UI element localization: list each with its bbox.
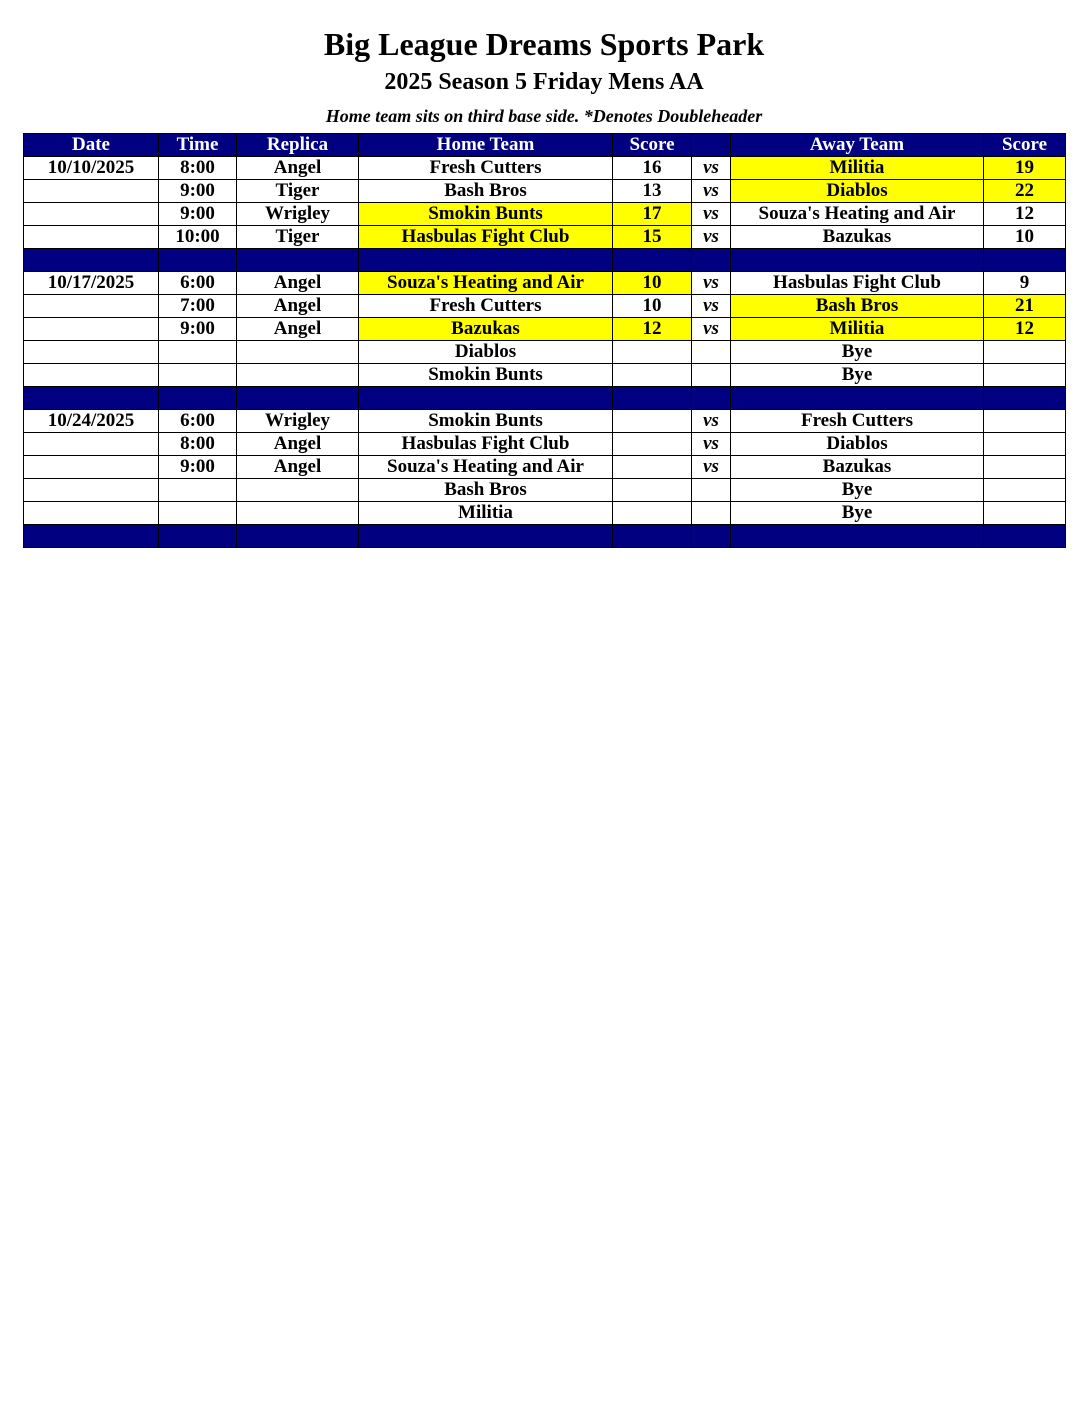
home-score-cell: 13: [613, 180, 692, 203]
replica-cell: [237, 364, 359, 387]
vs-cell: vs: [692, 226, 731, 249]
replica-cell: [237, 502, 359, 525]
home-score-cell: [613, 479, 692, 502]
replica-cell: Angel: [237, 272, 359, 295]
away-score-cell: 10: [984, 226, 1066, 249]
vs-cell: vs: [692, 295, 731, 318]
separator-cell: [359, 387, 613, 410]
away-team-cell: Hasbulas Fight Club: [731, 272, 984, 295]
away-score-cell: 19: [984, 157, 1066, 180]
replica-cell: [237, 341, 359, 364]
date-cell: [24, 364, 159, 387]
vs-cell: [692, 341, 731, 364]
separator-cell: [613, 525, 692, 548]
vs-cell: [692, 479, 731, 502]
home-team-cell: Bash Bros: [359, 479, 613, 502]
separator-cell: [24, 387, 159, 410]
time-cell: 7:00: [159, 295, 237, 318]
separator-cell: [731, 387, 984, 410]
date-cell: 10/10/2025: [24, 157, 159, 180]
game-row: [24, 203, 1066, 226]
time-cell: [159, 479, 237, 502]
game-row: [24, 295, 1066, 318]
date-cell: [24, 341, 159, 364]
page-subtitle: 2025 Season 5 Friday Mens AA: [384, 69, 704, 95]
vs-cell: vs: [692, 456, 731, 479]
home-score-cell: [613, 364, 692, 387]
separator-cell: [984, 387, 1066, 410]
away-team-cell: Souza's Heating and Air: [731, 203, 984, 226]
replica-cell: Angel: [237, 157, 359, 180]
week-separator-row: [24, 249, 1066, 272]
column-header-away-score: Score: [984, 134, 1066, 157]
separator-cell: [359, 525, 613, 548]
vs-cell: vs: [692, 180, 731, 203]
replica-cell: Tiger: [237, 226, 359, 249]
separator-cell: [159, 387, 237, 410]
separator-cell: [692, 249, 731, 272]
away-score-cell: [984, 341, 1066, 364]
column-header-home-team: Home Team: [359, 134, 613, 157]
vs-cell: [692, 502, 731, 525]
page-title: Big League Dreams Sports Park: [323, 26, 765, 62]
home-team-cell: Bash Bros: [359, 180, 613, 203]
separator-cell: [359, 249, 613, 272]
time-cell: 8:00: [159, 157, 237, 180]
away-team-cell: Bazukas: [731, 456, 984, 479]
separator-cell: [731, 249, 984, 272]
vs-cell: vs: [692, 318, 731, 341]
vs-cell: vs: [692, 272, 731, 295]
game-row: [24, 364, 1066, 387]
home-team-cell: Hasbulas Fight Club: [359, 226, 613, 249]
away-score-cell: [984, 502, 1066, 525]
away-score-cell: [984, 479, 1066, 502]
home-score-cell: [613, 410, 692, 433]
away-team-cell: Fresh Cutters: [731, 410, 984, 433]
date-cell: [24, 479, 159, 502]
home-score-cell: 12: [613, 318, 692, 341]
time-cell: 9:00: [159, 180, 237, 203]
away-team-cell: Diablos: [731, 180, 984, 203]
home-team-cell: Smokin Bunts: [359, 364, 613, 387]
column-header-date: Date: [24, 134, 159, 157]
separator-cell: [237, 249, 359, 272]
home-team-cell: Fresh Cutters: [359, 157, 613, 180]
home-score-cell: [613, 456, 692, 479]
game-row: [24, 318, 1066, 341]
column-header-home-score: Score: [613, 134, 692, 157]
away-score-cell: 21: [984, 295, 1066, 318]
date-cell: [24, 295, 159, 318]
date-cell: 10/24/2025: [24, 410, 159, 433]
away-score-cell: 22: [984, 180, 1066, 203]
game-row: [24, 433, 1066, 456]
time-cell: 9:00: [159, 318, 237, 341]
separator-cell: [237, 387, 359, 410]
separator-cell: [237, 525, 359, 548]
home-team-cell: Militia: [359, 502, 613, 525]
schedule-body: [24, 157, 1066, 548]
week-separator-row: [24, 387, 1066, 410]
home-score-cell: [613, 433, 692, 456]
date-cell: [24, 456, 159, 479]
replica-cell: Wrigley: [237, 203, 359, 226]
away-team-cell: Bazukas: [731, 226, 984, 249]
date-cell: [24, 203, 159, 226]
away-team-cell: Bye: [731, 364, 984, 387]
home-team-cell: Bazukas: [359, 318, 613, 341]
replica-cell: [237, 479, 359, 502]
separator-cell: [24, 249, 159, 272]
separator-cell: [731, 525, 984, 548]
game-row: [24, 502, 1066, 525]
time-cell: 8:00: [159, 433, 237, 456]
away-score-cell: 12: [984, 203, 1066, 226]
home-team-cell: Smokin Bunts: [359, 203, 613, 226]
separator-cell: [159, 249, 237, 272]
away-team-cell: Diablos: [731, 433, 984, 456]
time-cell: [159, 341, 237, 364]
game-row: [24, 180, 1066, 203]
home-score-cell: 16: [613, 157, 692, 180]
vs-cell: vs: [692, 157, 731, 180]
game-row: [24, 226, 1066, 249]
home-team-cell: Hasbulas Fight Club: [359, 433, 613, 456]
game-row: [24, 456, 1066, 479]
column-header-time: Time: [159, 134, 237, 157]
date-cell: [24, 180, 159, 203]
home-team-note: Home team sits on third base side. *Denotes Doubleheader: [325, 106, 763, 126]
replica-cell: Tiger: [237, 180, 359, 203]
home-score-cell: 10: [613, 272, 692, 295]
home-score-cell: 10: [613, 295, 692, 318]
home-team-cell: Souza's Heating and Air: [359, 272, 613, 295]
separator-cell: [613, 249, 692, 272]
away-score-cell: 9: [984, 272, 1066, 295]
separator-cell: [159, 525, 237, 548]
date-cell: [24, 502, 159, 525]
game-row: [24, 341, 1066, 364]
home-score-cell: 17: [613, 203, 692, 226]
game-row: [24, 157, 1066, 180]
header-row: [24, 134, 1066, 157]
away-team-cell: Bash Bros: [731, 295, 984, 318]
away-team-cell: Militia: [731, 157, 984, 180]
date-cell: 10/17/2025: [24, 272, 159, 295]
home-score-cell: [613, 341, 692, 364]
separator-cell: [613, 387, 692, 410]
game-row: [24, 479, 1066, 502]
vs-cell: vs: [692, 203, 731, 226]
away-team-cell: Bye: [731, 341, 984, 364]
away-team-cell: Bye: [731, 479, 984, 502]
column-header-replica: Replica: [237, 134, 359, 157]
vs-cell: vs: [692, 410, 731, 433]
home-team-cell: Smokin Bunts: [359, 410, 613, 433]
away-score-cell: [984, 433, 1066, 456]
time-cell: 6:00: [159, 410, 237, 433]
time-cell: 10:00: [159, 226, 237, 249]
time-cell: [159, 502, 237, 525]
schedule-table: [23, 133, 1066, 548]
away-team-cell: Militia: [731, 318, 984, 341]
date-cell: [24, 318, 159, 341]
separator-cell: [984, 525, 1066, 548]
vs-cell: vs: [692, 433, 731, 456]
time-cell: 6:00: [159, 272, 237, 295]
away-score-cell: [984, 364, 1066, 387]
time-cell: 9:00: [159, 203, 237, 226]
home-score-cell: 15: [613, 226, 692, 249]
column-header-vs: [692, 134, 731, 157]
week-separator-row: [24, 525, 1066, 548]
away-score-cell: [984, 456, 1066, 479]
away-score-cell: [984, 410, 1066, 433]
separator-cell: [984, 249, 1066, 272]
replica-cell: Angel: [237, 318, 359, 341]
game-row: [24, 410, 1066, 433]
date-cell: [24, 433, 159, 456]
away-score-cell: 12: [984, 318, 1066, 341]
game-row: [24, 272, 1066, 295]
column-header-away-team: Away Team: [731, 134, 984, 157]
replica-cell: Wrigley: [237, 410, 359, 433]
replica-cell: Angel: [237, 456, 359, 479]
time-cell: [159, 364, 237, 387]
home-team-cell: Fresh Cutters: [359, 295, 613, 318]
home-score-cell: [613, 502, 692, 525]
date-cell: [24, 226, 159, 249]
home-team-cell: Souza's Heating and Air: [359, 456, 613, 479]
separator-cell: [24, 525, 159, 548]
replica-cell: Angel: [237, 433, 359, 456]
home-team-cell: Diablos: [359, 341, 613, 364]
replica-cell: Angel: [237, 295, 359, 318]
vs-cell: [692, 364, 731, 387]
separator-cell: [692, 387, 731, 410]
separator-cell: [692, 525, 731, 548]
time-cell: 9:00: [159, 456, 237, 479]
away-team-cell: Bye: [731, 502, 984, 525]
